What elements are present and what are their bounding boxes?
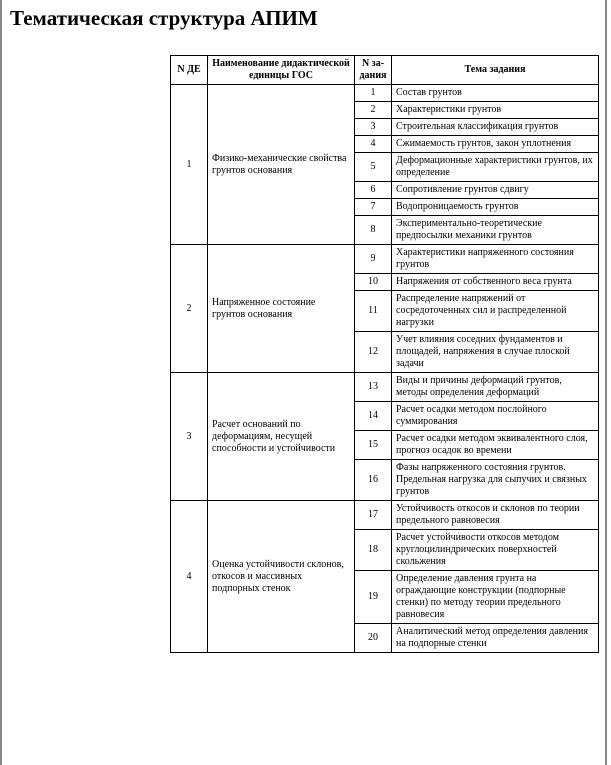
task-topic-cell: Расчет устойчивости откосов методом круглоцилиндрических поверхностей скольжения: [392, 530, 599, 571]
unit-number-cell: 1: [171, 85, 208, 245]
task-number-cell: 19: [355, 571, 392, 624]
task-topic-cell: Деформационные характеристики грунтов, их определение: [392, 153, 599, 182]
table-row: [171, 85, 599, 102]
header-de-number: N ДЕ: [171, 56, 208, 85]
task-topic-cell: Напряжения от собственного веса грунта: [392, 274, 599, 291]
task-number-cell: 7: [355, 199, 392, 216]
task-topic-cell: Аналитический метод определения давления на подпорные стенки: [392, 624, 599, 653]
unit-name-cell: Расчет оснований по деформациям, несущей способности и устойчивости: [208, 373, 355, 501]
task-number-cell: 13: [355, 373, 392, 402]
header-task-number: N за-дания: [355, 56, 392, 85]
task-topic-cell: Распределение напряжений от сосредоточенных сил и распределенной нагрузки: [392, 291, 599, 332]
task-topic-cell: Состав грунтов: [392, 85, 599, 102]
task-topic-cell: Водопроницаемость грунтов: [392, 199, 599, 216]
table-body: [171, 85, 599, 653]
table-row: [171, 373, 599, 402]
task-number-cell: 6: [355, 182, 392, 199]
task-topic-cell: Определение давления грунта на ограждающие конструкции (подпорные стенки) по методу теории предельного равновесия: [392, 571, 599, 624]
task-topic-cell: Расчет осадки методом послойного суммирования: [392, 402, 599, 431]
task-number-cell: 5: [355, 153, 392, 182]
task-number-cell: 1: [355, 85, 392, 102]
table-row: [171, 245, 599, 274]
task-number-cell: 15: [355, 431, 392, 460]
unit-name-cell: Оценка устойчивости склонов, откосов и массивных подпорных стенок: [208, 501, 355, 653]
task-topic-cell: Сжимаемость грунтов, закон уплотнения: [392, 136, 599, 153]
task-number-cell: 17: [355, 501, 392, 530]
task-number-cell: 2: [355, 102, 392, 119]
task-number-cell: 10: [355, 274, 392, 291]
unit-name-cell: Физико-механические свойства грунтов основания: [208, 85, 355, 245]
page-title: Тематическая структура АПИМ: [10, 6, 318, 30]
task-topic-cell: Фазы напряженного состояния грунтов. Предельная нагрузка для сыпучих и связных грунтов: [392, 460, 599, 501]
task-topic-cell: Характеристики грунтов: [392, 102, 599, 119]
task-number-cell: 11: [355, 291, 392, 332]
table-row: [171, 501, 599, 530]
task-topic-cell: Экспериментально-теоретические предпосылки механики грунтов: [392, 216, 599, 245]
unit-number-cell: 2: [171, 245, 208, 373]
task-number-cell: 20: [355, 624, 392, 653]
unit-name-cell: Напряженное состояние грунтов основания: [208, 245, 355, 373]
table-header-row: [171, 56, 599, 85]
header-unit-name: Наименование дидактической единицы ГОС: [208, 56, 355, 85]
task-number-cell: 9: [355, 245, 392, 274]
task-number-cell: 18: [355, 530, 392, 571]
unit-number-cell: 4: [171, 501, 208, 653]
task-topic-cell: Строительная классификация грунтов: [392, 119, 599, 136]
unit-number-cell: 3: [171, 373, 208, 501]
task-number-cell: 8: [355, 216, 392, 245]
task-number-cell: 16: [355, 460, 392, 501]
header-task-topic: Тема задания: [392, 56, 599, 85]
task-number-cell: 12: [355, 332, 392, 373]
task-topic-cell: Устойчивость откосов и склонов по теории предельного равновесия: [392, 501, 599, 530]
task-number-cell: 14: [355, 402, 392, 431]
task-topic-cell: Характеристики напряженного состояния грунтов: [392, 245, 599, 274]
task-topic-cell: Виды и причины деформаций грунтов, методы определения деформаций: [392, 373, 599, 402]
task-number-cell: 3: [355, 119, 392, 136]
task-topic-cell: Учет влияния соседних фундаментов и площадей, напряжения в случае плоской задачи: [392, 332, 599, 373]
task-topic-cell: Сопротивление грунтов сдвигу: [392, 182, 599, 199]
task-number-cell: 4: [355, 136, 392, 153]
task-topic-cell: Расчет осадки методом эквивалентного слоя, прогноз осадок во времени: [392, 431, 599, 460]
thematic-structure-table: [170, 55, 599, 653]
